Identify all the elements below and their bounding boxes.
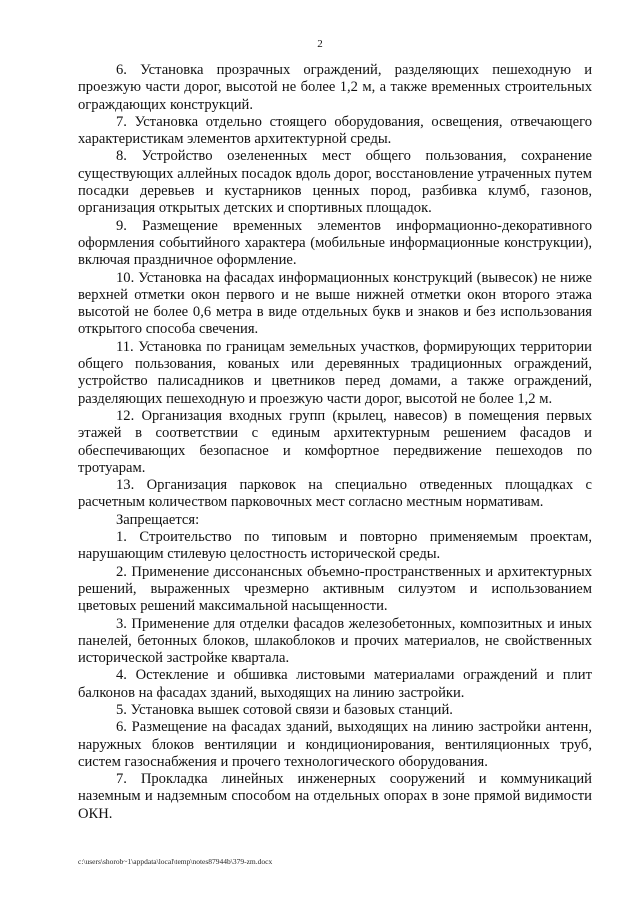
paragraph-prohibited-6: 6. Размещение на фасадах зданий, выходящих на линию застройки антенн, наружных блоков вентиляции и кондиционирования, вентиляционных труб, систем газоснабжения и прочего технологического оборудования. xyxy=(78,719,592,770)
paragraph-prohibited-5: 5. Установка вышек сотовой связи и базовых станций. xyxy=(116,701,453,718)
paragraph-permitted-11: 11. Установка по границам земельных участков, формирующих территории общего пользования, кованых или деревянных традиционных ограждений, устройство палисадников и цветников перед домами, а также ограждений, разделяющих пешеходную и проезжую части дорог, высотой не более 1,2 м. xyxy=(78,338,592,407)
paragraph-permitted-7: 7. Установка отдельно стоящего оборудования, освещения, отвечающего характеристикам элементов архитектурной среды. xyxy=(78,113,592,148)
paragraph-permitted-8: 8. Устройство озелененных мест общего пользования, сохранение существующих аллейных посадок вдоль дорог, восстановление утраченных путем посадки деревьев и кустарников ценных пород, разбивка клумб, газонов, организация открытых детских и спортивных площадок. xyxy=(78,148,592,217)
page-number: 2 xyxy=(317,38,323,50)
paragraph-prohibited-4: 4. Остекление и обшивка листовыми материалами ограждений и плит балконов на фасадах зданий, выходящих на линию застройки. xyxy=(78,667,592,701)
footer-file-path: c:\users\shorob~1\appdata\local\temp\notes87944b\379-zm.docx xyxy=(78,857,273,866)
document-body xyxy=(78,62,592,823)
paragraph-permitted-10: 10. Установка на фасадах информационных конструкций (вывесок) не ниже верхней отметки окон первого и не выше нижней отметки окон второго этажа высотой не более 0,6 метра в виде отдельных букв и знаков и без использования открытого способа свечения. xyxy=(78,269,592,338)
paragraph-permitted-6: 6. Установка прозрачных ограждений, разделяющих пешеходную и проезжую части дорог, высотой не более 1,2 м, а также временных строительных ограждающих конструкций. xyxy=(78,62,592,113)
paragraph-prohibited-7: 7. Прокладка линейных инженерных сооружений и коммуникаций наземным и надземным способом на отдельных опорах в зоне прямой видимости ОКН. xyxy=(78,771,592,822)
paragraph-prohibited-3: 3. Применение для отделки фасадов железобетонных, композитных и иных панелей, бетонных блоков, шлакоблоков и прочих материалов, не свойственных исторической застройке квартала. xyxy=(78,615,592,667)
paragraph-permitted-13: 13. Организация парковок на специально отведенных площадках с расчетным количеством парковочных мест согласно местным нормативам. xyxy=(78,477,592,511)
paragraph-permitted-9: 9. Размещение временных элементов информационно-декоративного оформления событийного характера (мобильные информационные конструкции), включая праздничное оформление. xyxy=(78,217,592,269)
paragraph-prohibited-1: 1. Строительство по типовым и повторно применяемым проектам, нарушающим стилевую целостность исторической среды. xyxy=(78,529,592,563)
section-heading-prohibited: Запрещается: xyxy=(116,511,200,528)
paragraph-prohibited-2: 2. Применение диссонансных объемно-пространственных и архитектурных решений, выраженных чрезмерно активным силуэтом и использованием цветовых решений максимальной насыщенности. xyxy=(78,563,592,615)
paragraph-permitted-12: 12. Организация входных групп (крылец, навесов) в помещения первых этажей в соответствии с единым архитектурным решением фасадов и обеспечивающих безопасное и комфортное передвижение пешеходов по тротуарам. xyxy=(78,407,592,476)
